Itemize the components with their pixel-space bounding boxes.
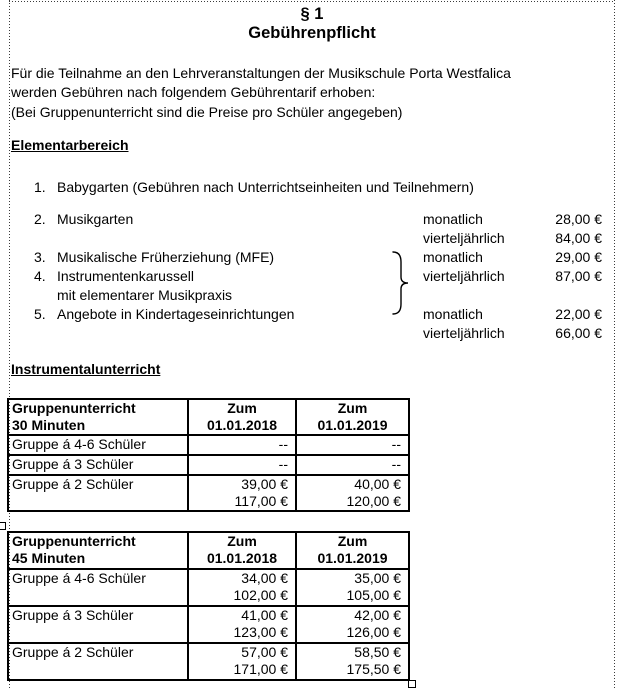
doc-title-paragraph-number: § 1 — [300, 5, 324, 23]
header-date-2019 — [297, 533, 408, 568]
fee-row — [0, 211, 619, 228]
price-line: 34,00 € — [241, 570, 288, 586]
table-header-row — [9, 533, 408, 568]
fee-row — [0, 268, 619, 285]
cell-price-2019 — [297, 570, 408, 605]
header-line: 30 Minuten — [12, 417, 86, 433]
price-line: 117,00 € — [234, 493, 288, 509]
table-header-row — [9, 400, 408, 434]
price-line: 58,50 € — [354, 644, 401, 660]
list-number: 4. — [34, 268, 46, 284]
cell-group-label: Gruppe á 2 Schüler — [9, 476, 189, 510]
billing-period: vierteljährlich — [423, 325, 505, 341]
cell-group-label: Gruppe á 2 Schüler — [9, 644, 189, 679]
fee-amount: 22,00 € — [555, 306, 602, 322]
table-row — [9, 568, 408, 605]
price-line: 42,00 € — [354, 607, 401, 623]
price-line: 40,00 € — [354, 476, 401, 492]
header-line: Zum — [337, 533, 368, 549]
header-line: Zum — [227, 533, 257, 549]
header-group-duration — [9, 533, 189, 568]
table-row — [9, 605, 408, 642]
fee-item-label: Musikalische Früherziehung (MFE) — [57, 249, 275, 265]
table-row — [9, 434, 408, 454]
fee-row — [0, 179, 619, 196]
cell-price-2019: -- — [391, 436, 401, 452]
section-heading-instrumentalunterricht: Instrumentalunterricht — [11, 361, 161, 377]
cell-group-label: Gruppe á 4-6 Schüler — [9, 570, 189, 605]
fee-item-label: Musikgarten — [57, 211, 134, 227]
fee-row — [0, 249, 619, 266]
group-table-30min — [7, 398, 410, 512]
cell-price-2018 — [189, 570, 297, 605]
header-line: 45 Minuten — [12, 550, 86, 566]
billing-period: monatlich — [423, 306, 483, 322]
table-resize-handle[interactable] — [408, 680, 416, 688]
fee-item-label: Angebote in Kindertageseinrichtungen — [57, 306, 295, 322]
object-anchor-handle[interactable] — [0, 522, 6, 530]
price-line: 35,00 € — [354, 570, 401, 586]
cell-price-2019 — [297, 476, 408, 510]
fee-item-label: Instrumentenkarussell — [57, 268, 194, 284]
fee-row — [0, 325, 619, 342]
fee-amount: 29,00 € — [555, 249, 602, 265]
fee-amount: 28,00 € — [555, 211, 602, 227]
header-date-2018 — [189, 533, 297, 568]
price-line: 126,00 € — [346, 624, 401, 640]
doc-title — [9, 5, 615, 43]
cell-group-label: Gruppe á 3 Schüler — [9, 456, 189, 474]
intro-line: (Bei Gruppenunterricht sind die Preise pro Schüler angegeben) — [11, 103, 403, 120]
price-line: 171,00 € — [233, 661, 288, 677]
fee-row — [0, 287, 619, 304]
billing-period: vierteljährlich — [423, 230, 505, 246]
intro-paragraph — [11, 64, 511, 122]
header-line: Zum — [337, 400, 368, 416]
price-line: 105,00 € — [346, 587, 401, 603]
table-row — [9, 454, 408, 474]
fee-item-label: mit elementarer Musikpraxis — [57, 287, 233, 303]
fee-row — [0, 230, 619, 247]
table-row — [9, 642, 408, 679]
price-line: 102,00 € — [233, 587, 288, 603]
cell-price-2018 — [189, 644, 297, 679]
billing-period: monatlich — [423, 211, 483, 227]
intro-line: werden Gebühren nach folgendem Gebührentarif erhoben: — [11, 84, 376, 101]
billing-period: monatlich — [423, 249, 483, 265]
price-line: 175,50 € — [346, 661, 401, 677]
cell-price-2018 — [189, 476, 297, 510]
cell-price-2019: -- — [391, 456, 401, 472]
price-line: 39,00 € — [241, 476, 288, 492]
text-boundary-right — [614, 0, 615, 688]
section-heading-elementarbereich: Elementarbereich — [11, 137, 129, 153]
header-line: Gruppenunterricht — [12, 533, 136, 549]
fee-amount: 87,00 € — [555, 268, 602, 284]
header-line: Zum — [227, 400, 257, 416]
list-number: 1. — [34, 179, 46, 195]
price-line: 57,00 € — [241, 644, 288, 660]
cell-group-label: Gruppe á 3 Schüler — [9, 607, 189, 642]
cell-price-2018 — [189, 607, 297, 642]
fee-row — [0, 306, 619, 323]
header-line: 01.01.2019 — [317, 417, 388, 433]
cell-price-2019 — [297, 607, 408, 642]
cell-group-label: Gruppe á 4-6 Schüler — [9, 436, 189, 454]
list-number: 3. — [34, 249, 46, 265]
header-line: 01.01.2018 — [206, 417, 278, 433]
fee-item-label: Babygarten (Gebühren nach Unterrichtseinheiten und Teilnehmern) — [57, 179, 474, 195]
curly-brace-icon — [390, 251, 410, 315]
price-line: 41,00 € — [241, 607, 288, 623]
intro-line: Für die Teilnahme an den Lehrveranstaltungen der Musikschule Porta Westfalica — [11, 65, 511, 81]
billing-period: vierteljährlich — [423, 268, 505, 284]
table-row — [9, 474, 408, 510]
price-line: 123,00 € — [233, 624, 288, 640]
text-boundary-top — [9, 1, 615, 2]
header-line: Gruppenunterricht — [12, 400, 136, 416]
list-number: 2. — [34, 211, 46, 227]
cell-price-2018: -- — [189, 456, 297, 474]
fee-amount: 84,00 € — [555, 230, 602, 246]
header-line: 01.01.2019 — [317, 550, 388, 566]
cell-price-2019 — [297, 644, 408, 679]
header-line: 01.01.2018 — [206, 550, 278, 566]
cell-price-2018: -- — [189, 436, 297, 454]
group-table-45min — [7, 531, 410, 681]
doc-title-heading: Gebührenpflicht — [248, 24, 376, 42]
header-group-duration — [9, 400, 189, 434]
list-number: 5. — [34, 306, 46, 322]
header-date-2018 — [189, 400, 297, 434]
header-date-2019 — [297, 400, 408, 434]
fee-amount: 66,00 € — [555, 325, 602, 341]
price-line: 120,00 € — [346, 493, 401, 509]
